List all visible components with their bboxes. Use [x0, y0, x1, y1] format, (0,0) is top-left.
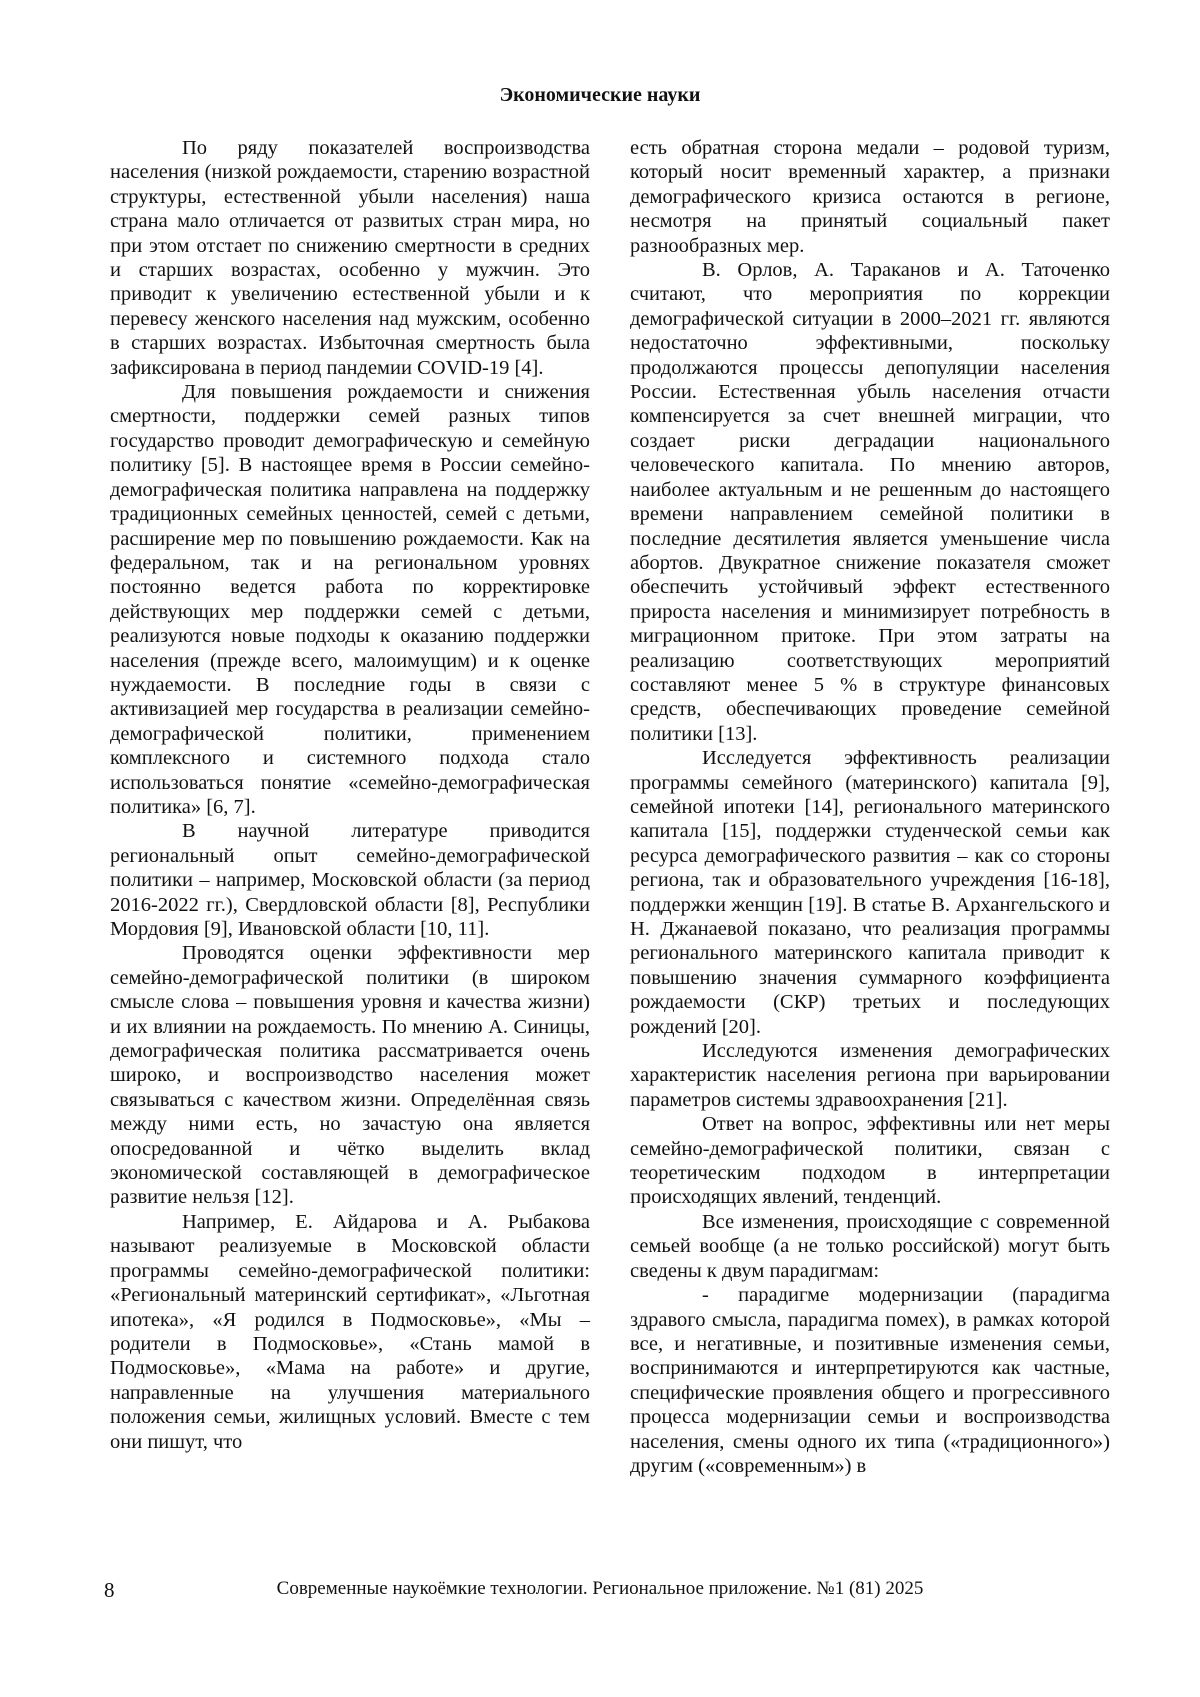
paragraph: - парадигме модернизации (парадигма здравого смысла, парадигма помех), в рамках которой все, и негативные, и позитивные изменения семьи, воспринимаются и интерпретируются как частные, специфические проявления общего и прогрессивного процесса модернизации семьи и воспроизводства населения, смены одного их типа («традиционного») другим («современным») в	[630, 1284, 1110, 1477]
paragraph-continued: есть обратная сторона медали – родовой туризм, который носит временный характер, а признаки демографического кризиса остаются в регионе, несмотря на принятый социальный пакет разнообразных мер.	[630, 137, 1110, 257]
paragraph: В научной литературе приводится региональный опыт семейно-демографической политики – например, Московской области (за период 2016-2022 гг.), Свердловской области [8], Республики Мордовия [9], Ивановской области [10, 11].	[110, 820, 590, 940]
paragraph: Исследуются изменения демографических характеристик населения региона при варьировании параметров системы здравоохранения [21].	[630, 1040, 1110, 1111]
page-number: 8	[104, 1578, 115, 1602]
paragraph: Проводятся оценки эффективности мер семейно-демографической политики (в широком смысле слова – повышения уровня и качества жизни) и их влиянии на рождаемость. По мнению А. Синицы, демографическая политика рассматривается очень широко, и воспроизводство населения может связываться с качеством жизни. Определённая связь между ними есть, но зачастую она является опосредованной и чётко выделить вклад экономической составляющей в демографическое развитие нельзя [12].	[110, 942, 590, 1209]
paragraph: Например, Е. Айдарова и А. Рыбакова называют реализуемые в Московской области программы семейно-демографической политики: «Региональный материнский сертификат», «Льготная ипотека», «Я родился в Подмосковье», «Мы – родители в Подмосковье», «Стань мамой в Подмосковье», «Мама на работе» и другие, направленные на улучшения материального положения семьи, жилищных условий. Вместе с тем они пишут, что	[110, 1210, 590, 1453]
left-column	[110, 136, 590, 1536]
article-body	[110, 136, 1110, 1536]
journal-title: Современные наукоёмкие технологии. Региональное приложение. №1 (81) 2025	[276, 1578, 924, 1599]
paragraph: Исследуется эффективность реализации программы семейного (материнского) капитала [9], семейной ипотеки [14], регионального материнского капитала [15], поддержки студенческой семьи как ресурса демографического развития – как со стороны региона, так и образовательного учреждения [16-18], поддержки женщин [19]. В статье В. Архангельского и Н. Джанаевой показано, что реализация программы регионального материнского капитала приводит к повышению значения суммарного коэффициента рождаемости (СКР) третьих и последующих рождений [20].	[630, 747, 1110, 1038]
section-header: Экономические науки	[499, 84, 701, 106]
paragraph: Для повышения рождаемости и снижения смертности, поддержки семей разных типов государство проводит демографическую и семейную политику [5]. В настоящее время в России семейно-демографическая политика направлена на поддержку традиционных семейных ценностей, семей с детьми, расширение мер по повышению рождаемости. Как на федеральном, так и на региональном уровнях постоянно ведется работа по корректировке действующих мер поддержки семей с детьми, реализуются новые подходы к оказанию поддержки населения (прежде всего, малоимущим) и к оценке нуждаемости. В последние годы в связи с активизацией мер государства в реализации семейно-демографической политики, применением комплексного и системного подхода стало использоваться понятие «семейно-демографическая политика» [6, 7].	[110, 381, 590, 818]
paragraph: В. Орлов, А. Тараканов и А. Таточенко считают, что мероприятия по коррекции демографической ситуации в 2000–2021 гг. являются недостаточно эффективными, поскольку продолжаются процессы депопуляции населения России. Естественная убыль населения отчасти компенсируется за счет внешней миграции, что создает риски деградации национального человеческого капитала. По мнению авторов, наиболее актуальным и не решенным до настоящего времени направлением семейной политики в последние десятилетия является уменьшение числа абортов. Двукратное снижение показателя сможет обеспечить устойчивый эффект естественного прироста населения и минимизирует потребность в миграционном притоке. При этом затраты на реализацию соответствующих мероприятий составляют менее 5 % в структуре финансовых средств, обеспечивающих проведение семейной политики [13].	[630, 259, 1110, 745]
paragraph: Ответ на вопрос, эффективны или нет меры семейно-демографической политики, связан с теоретическим подходом в интерпретации происходящих явлений, тенденций.	[630, 1113, 1110, 1209]
right-column	[630, 136, 1110, 1536]
paragraph: По ряду показателей воспроизводства населения (низкой рождаемости, старению возрастной структуры, естественной убыли населения) наша страна мало отличается от развитых стран мира, но при этом отстает по снижению смертности в средних и старших возрастах, особенно у мужчин. Это приводит к увеличению естественной убыли и к перевесу женского населения над мужским, особенно в старших возрастах. Избыточная смертность была зафиксирована в период пандемии COVID-19 [4].	[110, 137, 590, 379]
paragraph: Все изменения, происходящие с современной семьей вообще (а не только российской) могут быть сведены к двум парадигмам:	[630, 1210, 1110, 1282]
